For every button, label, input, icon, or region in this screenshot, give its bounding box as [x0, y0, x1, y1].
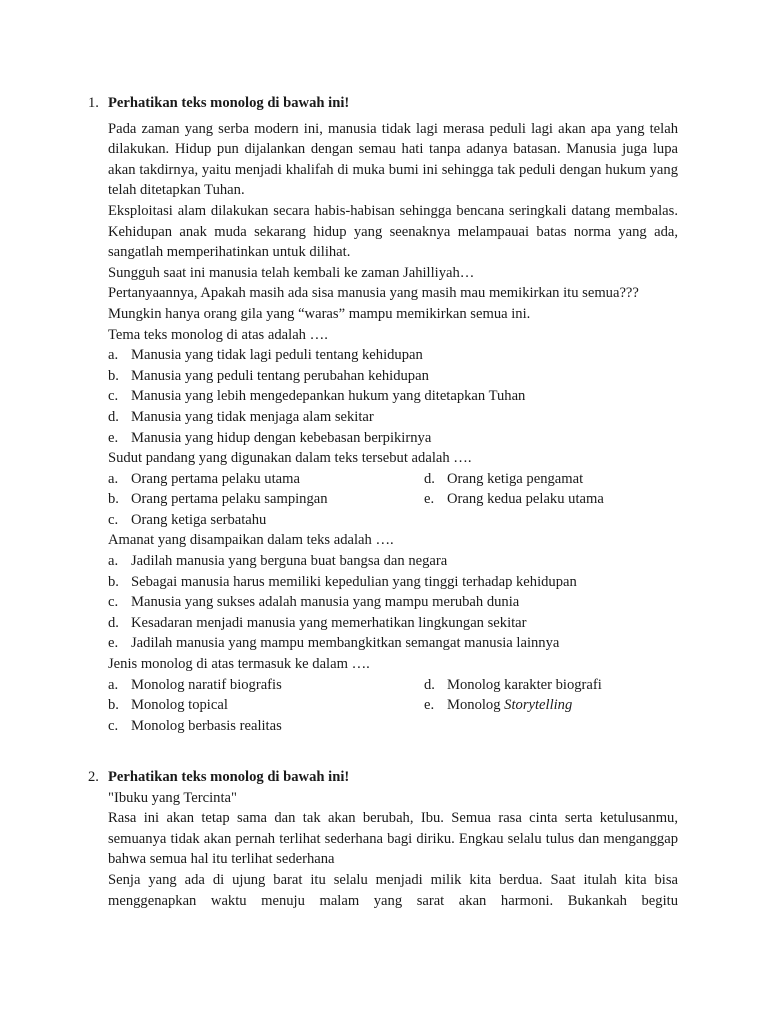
question-1-header — [88, 93, 678, 114]
option-text: Monolog naratif biografis — [131, 676, 282, 693]
option-text: Monolog berbasis realitas — [131, 717, 282, 734]
option-d — [424, 675, 678, 696]
option-c — [108, 510, 424, 531]
option-text — [447, 695, 572, 716]
option-d — [108, 407, 678, 428]
option-e — [108, 633, 678, 654]
option-letter: d. — [108, 614, 119, 631]
question-number: 2. — [88, 769, 99, 785]
monolog-paragraph: Mungkin hanya orang gila yang “waras” mampu memikirkan semua ini. — [108, 305, 531, 322]
option-c — [108, 386, 678, 407]
option-text: Orang ketiga pengamat — [447, 470, 584, 487]
sub-question-prompt: Jenis monolog di atas termasuk ke dalam …. — [108, 656, 370, 673]
option-b — [108, 366, 678, 387]
option-b — [108, 572, 678, 593]
monolog-paragraph: Senja yang ada di ujung barat itu selalu menjadi milik kita berdua. Saat itulah kita bisa menggenapkan waktu menuju malam yang sarat akan harmoni. Bukankah begitu — [108, 871, 678, 909]
option-letter: e. — [108, 429, 119, 446]
option-d — [108, 613, 678, 634]
option-text: Orang ketiga serbatahu — [131, 511, 267, 528]
option-grid — [108, 469, 678, 531]
option-text: Manusia yang sukses adalah manusia yang mampu merubah dunia — [131, 594, 520, 611]
option-text: Monolog topical — [131, 697, 228, 714]
option-list — [108, 345, 678, 448]
question-title: Perhatikan teks monolog di bawah ini! — [108, 95, 350, 111]
option-letter: e. — [424, 491, 435, 508]
question-title: Perhatikan teks monolog di bawah ini! — [108, 769, 350, 785]
option-letter: b. — [108, 573, 119, 590]
option-a — [108, 345, 678, 366]
option-letter: c. — [108, 511, 119, 528]
option-a — [108, 551, 678, 572]
option-text: Jadilah manusia yang mampu membangkitkan semangat manusia lainnya — [131, 635, 560, 652]
option-letter: d. — [424, 470, 435, 487]
question-2 — [88, 767, 678, 911]
option-letter: b. — [108, 367, 119, 384]
option-text: Manusia yang tidak lagi peduli tentang kehidupan — [131, 347, 423, 364]
option-text: Orang kedua pelaku utama — [447, 491, 604, 508]
option-list — [108, 551, 678, 654]
question-1-body — [108, 119, 678, 737]
option-grid — [108, 675, 678, 737]
option-text: Manusia yang hidup dengan kebebasan berpikirnya — [131, 429, 432, 446]
sub-question-prompt: Sudut pandang yang digunakan dalam teks tersebut adalah …. — [108, 450, 472, 467]
question-2-header — [88, 767, 678, 788]
option-letter: a. — [108, 347, 119, 364]
option-letter: c. — [108, 594, 119, 611]
option-letter: a. — [108, 676, 119, 693]
option-text: Orang pertama pelaku utama — [131, 470, 300, 487]
option-text: Monolog karakter biografi — [447, 676, 602, 693]
monolog-paragraph: Eksploitasi alam dilakukan secara habis-habisan sehingga bencana seringkali datang membalas. Kehidupan anak muda sekarang hidup yang seenaknya melampauai batas norma yang ada, sangatlah memperihatinkan untuk dilihat. — [108, 202, 678, 261]
option-letter: b. — [108, 491, 119, 508]
option-letter: c. — [108, 717, 119, 734]
option-text: Manusia yang tidak menjaga alam sekitar — [131, 408, 374, 425]
option-letter: a. — [108, 553, 119, 570]
monolog-paragraph: Pertanyaannya, Apakah masih ada sisa manusia yang masih mau memikirkan itu semua??? — [108, 285, 639, 302]
option-b — [108, 489, 424, 510]
sub-question-prompt: Amanat yang disampaikan dalam teks adalah …. — [108, 532, 394, 549]
option-text: Manusia yang lebih mengedepankan hukum yang ditetapkan Tuhan — [131, 388, 526, 405]
option-c — [108, 592, 678, 613]
option-d — [424, 469, 678, 490]
option-letter: e. — [108, 635, 119, 652]
option-text: Orang pertama pelaku sampingan — [131, 491, 328, 508]
monolog-paragraph: Sungguh saat ini manusia telah kembali ke zaman Jahilliyah… — [108, 264, 475, 281]
option-e — [424, 489, 678, 510]
option-letter: b. — [108, 697, 119, 714]
option-e — [108, 428, 678, 449]
option-letter: e. — [424, 697, 435, 714]
sub-question-prompt: Tema teks monolog di atas adalah …. — [108, 326, 328, 343]
option-text: Kesadaran menjadi manusia yang memerhatikan lingkungan sekitar — [131, 614, 527, 631]
option-letter: c. — [108, 388, 119, 405]
question-2-body — [108, 788, 678, 912]
monolog-paragraph: Rasa ini akan tetap sama dan tak akan berubah, Ibu. Semua rasa cinta serta ketulusanmu, semuanya tidak akan pernah terlihat sederhana bagi diriku. Engkau selalu tulus dan menganggap bahwa semua hal itu terlihat sederhana — [108, 810, 678, 868]
question-number: 1. — [88, 95, 99, 111]
option-text: Jadilah manusia yang berguna buat bangsa dan negara — [131, 553, 448, 570]
option-text: Sebagai manusia harus memiliki kepedulian yang tinggi terhadap kehidupan — [131, 573, 577, 590]
option-letter: a. — [108, 470, 119, 487]
option-letter: d. — [424, 676, 435, 693]
option-text: Manusia yang peduli tentang perubahan kehidupan — [131, 367, 429, 384]
option-text-italic: Storytelling — [504, 697, 573, 714]
question-1 — [88, 93, 678, 736]
monolog-paragraph: Pada zaman yang serba modern ini, manusia tidak lagi merasa peduli lagi akan apa yang telah dilakukan. Hidup pun dijalankan dengan semau hati tanpa adanya batasan. Manusia juga lupa akan takdirnya, yaitu menjadi khalifah di muka bumi ini sehingga tak peduli dengan hukum yang telah ditetapkan Tuhan. — [108, 120, 678, 199]
option-b — [108, 695, 424, 716]
option-letter: d. — [108, 408, 119, 425]
monolog-title: "Ibuku yang Tercinta" — [108, 789, 237, 806]
option-text-plain: Monolog — [447, 697, 505, 714]
option-e — [424, 695, 678, 716]
option-c — [108, 716, 424, 737]
option-a — [108, 675, 424, 696]
option-a — [108, 469, 424, 490]
